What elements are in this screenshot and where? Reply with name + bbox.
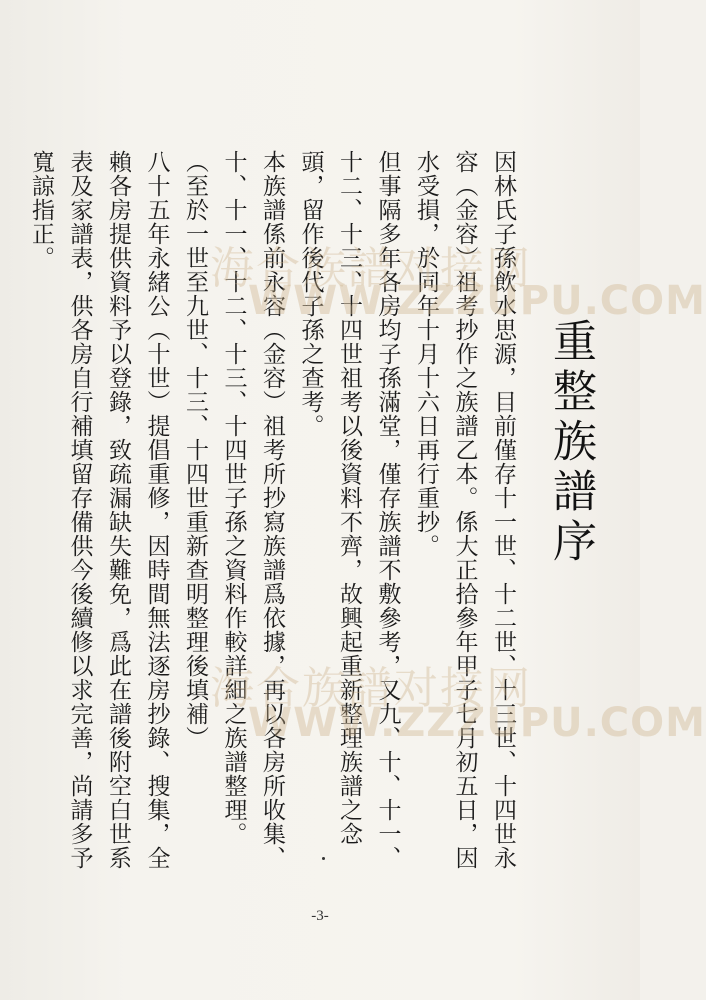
page-number: -3- <box>311 908 329 924</box>
watermark-text: 海合族譜对接网 <box>210 663 532 714</box>
watermark-url: WWW.ZZZUPU.COM <box>248 700 706 746</box>
paragraph: （至於一世至九世、十三、十四世重新查明整理後填補） <box>182 150 208 750</box>
ink-speck <box>322 857 325 860</box>
page-title: 重整族譜序 <box>545 318 596 568</box>
preface-body <box>22 150 523 890</box>
watermark-url: WWW.ZZZUPU.COM <box>248 278 706 324</box>
paragraph: 因林氏子孫飲水思源，目前僅存十一世、十二世、十三世、十四世永容（金容）祖考抄作之族譜乙本。係大正拾參年甲子七月初五日，因水受損，於同年十月十六日再行重抄。 <box>413 150 516 870</box>
paragraph: 但事隔多年各房均子孫滿堂，僅存族譜不敷參考，又九、十、十一、十二、十三、十四世祖考以後資料不齊，故興起重新整理族譜之念頭，留作後代子孫之查考。 <box>297 150 401 870</box>
watermark-text: 海合族譜对接网 <box>210 243 532 294</box>
paragraph: 本族譜係前永容（金容）祖考所抄寫族譜爲依據，再以各房所收集、十、十一、十二、十三、十四世子孫之資料作較詳細之族譜整理。 <box>220 150 285 870</box>
paragraph: 八十五年永緒公（十世）提倡重修，因時間無法逐房抄錄、搜集，全賴各房提供資料予以登錄，致疏漏缺失難免，爲此在譜後附空白世系表及家譜表，供各房自行補填留存備供今後續修以求完善，尚請多予寬諒指正。 <box>28 150 170 870</box>
